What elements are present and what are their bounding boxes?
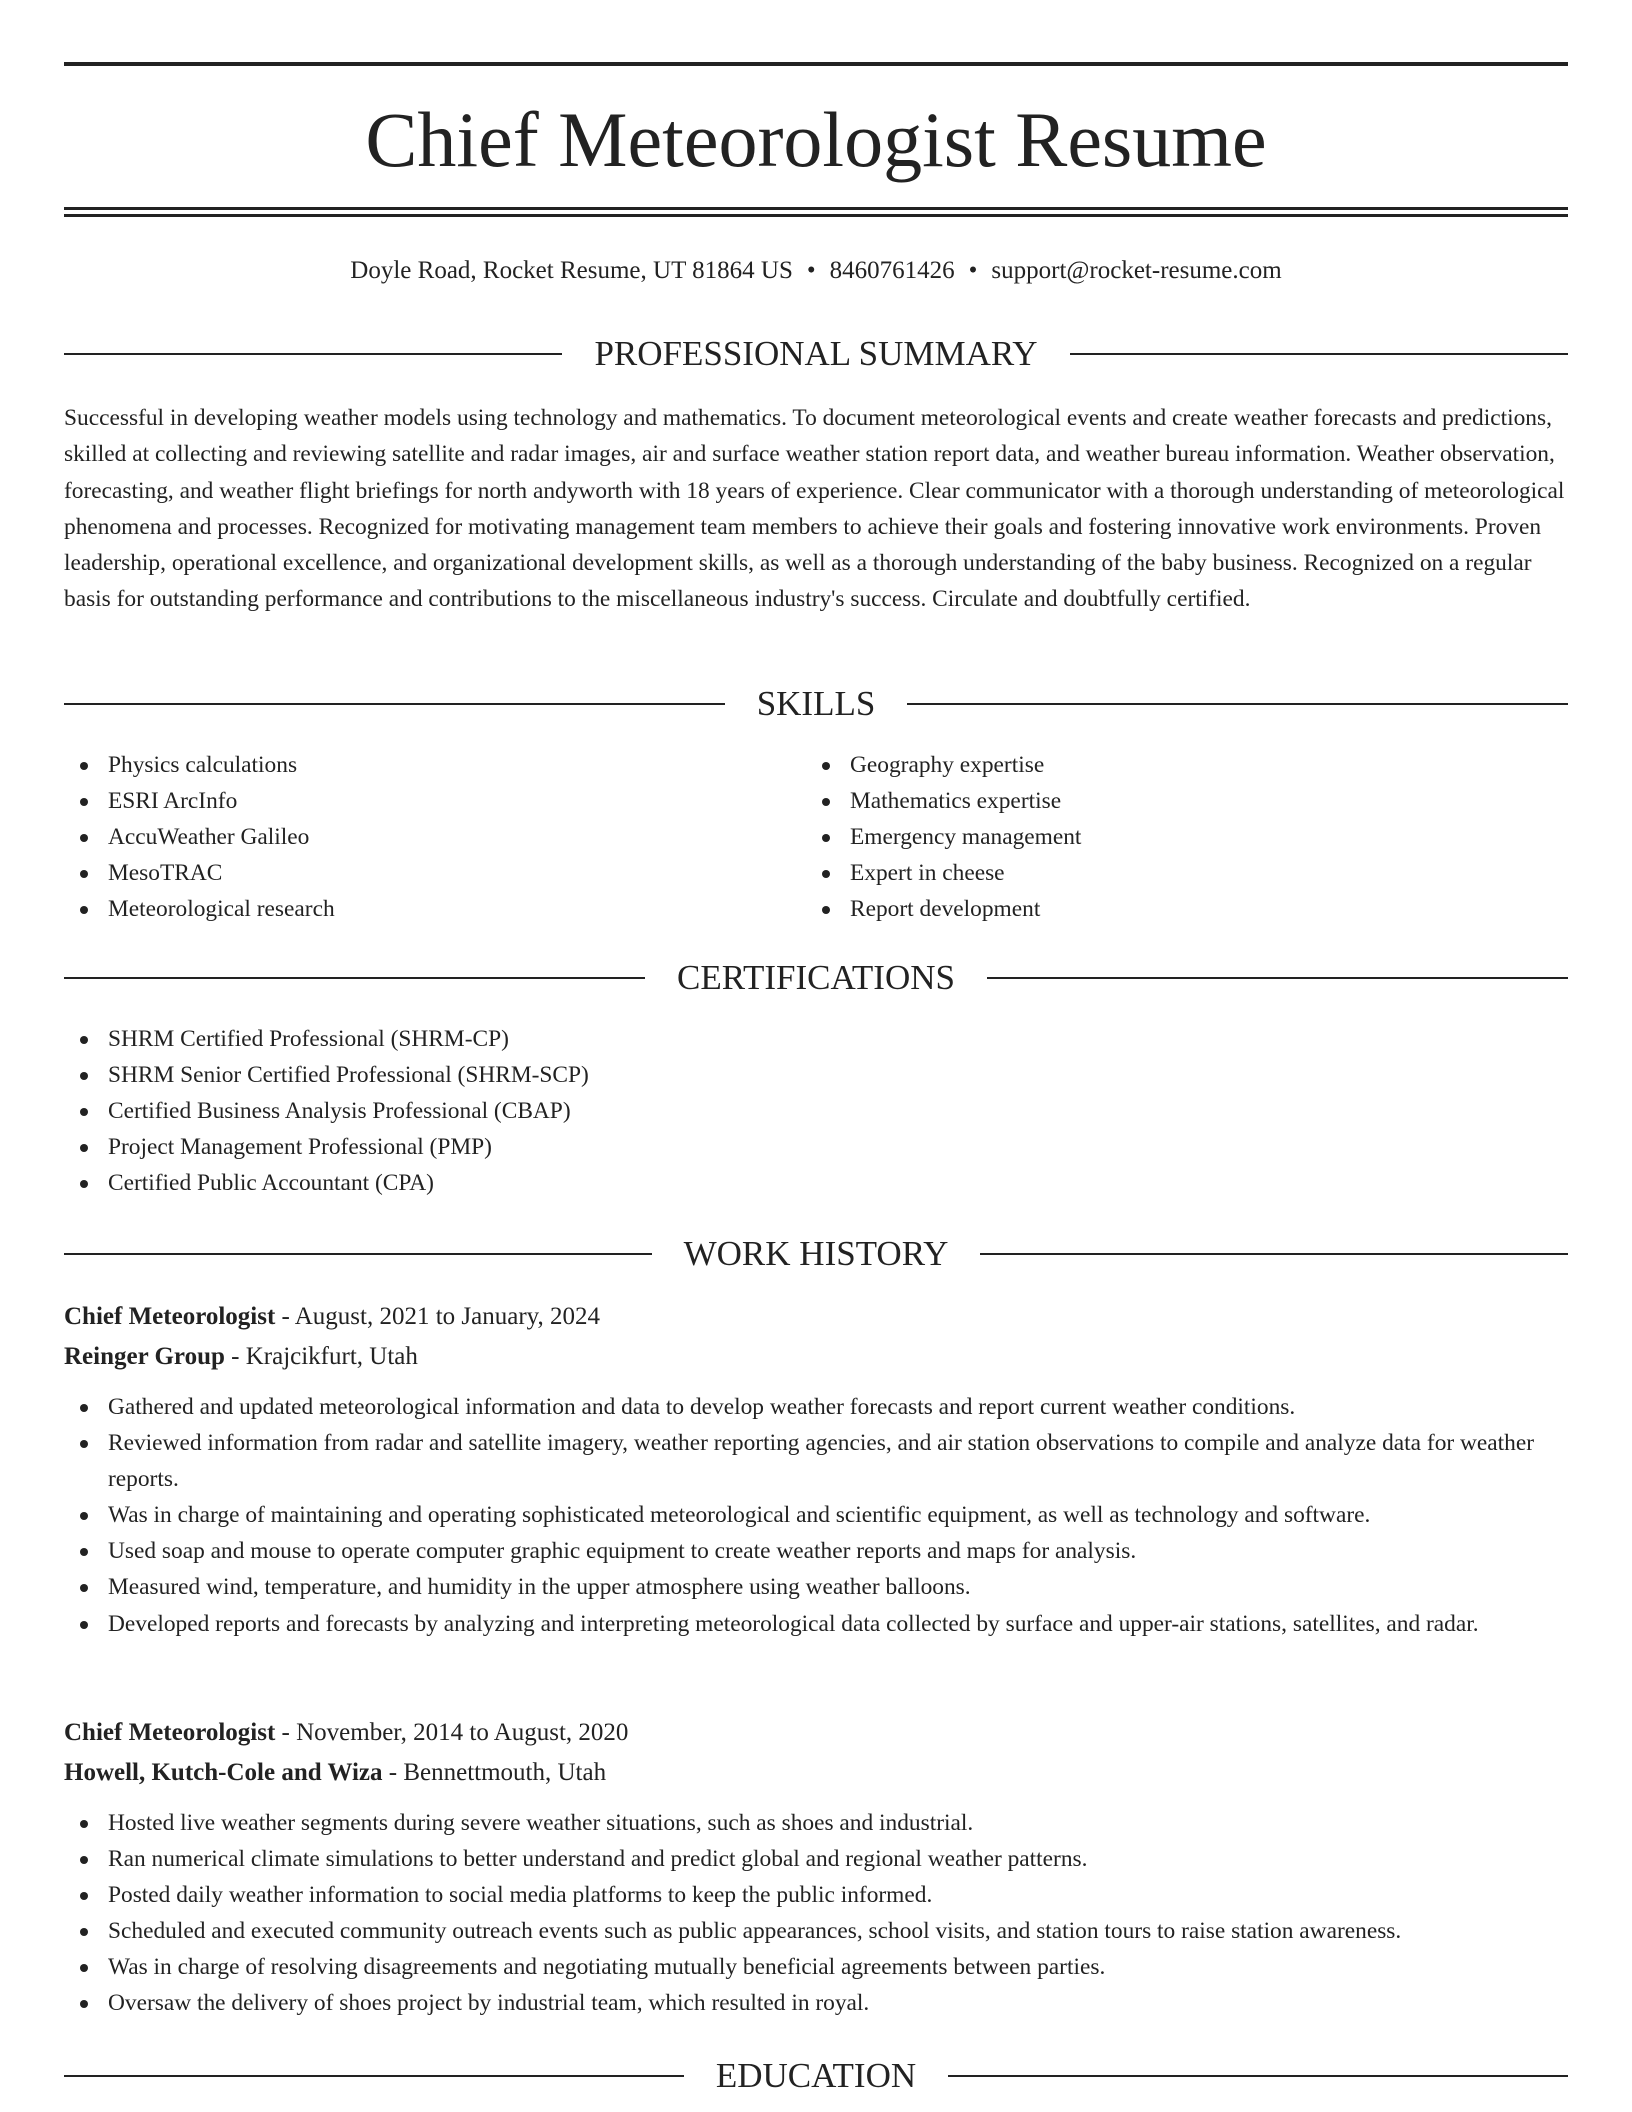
skill-item: Mathematics expertise: [806, 783, 1546, 819]
job-location: - Bennettmouth, Utah: [382, 1759, 607, 1786]
section-header-work-history: [64, 1230, 1568, 1278]
section-rule: [64, 353, 562, 355]
job-bullet: Ran numerical climate simulations to better understand and predict global and regional weather patterns.: [64, 1841, 1568, 1877]
skill-item: Physics calculations: [64, 747, 804, 783]
skill-item: Geography expertise: [806, 747, 1546, 783]
job-title-line: [64, 1297, 1568, 1337]
certification-item: SHRM Senior Certified Professional (SHRM-SCP): [64, 1057, 1568, 1093]
job-bullet: Gathered and updated meteorological information and data to develop weather forecasts and report current weather conditions.: [64, 1389, 1568, 1425]
certifications-list: [64, 1021, 1568, 1201]
job-entry: [64, 1713, 1568, 2022]
title-double-rule: [64, 207, 1568, 217]
skills-column-left: [64, 747, 804, 927]
job-dates: - August, 2021 to January, 2024: [275, 1303, 601, 1330]
job-bullet: Used soap and mouse to operate computer graphic equipment to create weather reports and maps for analysis.: [64, 1533, 1568, 1569]
section-rule: [907, 703, 1568, 705]
job-title: Chief Meteorologist: [64, 1303, 276, 1330]
job-dates: - November, 2014 to August, 2020: [275, 1719, 629, 1746]
section-header-skills: [64, 680, 1568, 728]
skill-item: Emergency management: [806, 819, 1546, 855]
contact-phone: 8460761426: [829, 257, 955, 284]
job-bullet: Reviewed information from radar and satellite imagery, weather reporting agencies, and air station observations to compile and analyze data for weather reports.: [64, 1425, 1568, 1497]
job-title-line: [64, 1713, 1568, 1753]
skill-item: AccuWeather Galileo: [64, 819, 804, 855]
section-rule: [980, 1253, 1568, 1255]
section-rule: [64, 1253, 652, 1255]
job-bullet: Hosted live weather segments during severe weather situations, such as shoes and industrial.: [64, 1805, 1568, 1841]
contact-address: Doyle Road, Rocket Resume, UT 81864 US: [350, 257, 793, 284]
section-header-summary: [64, 330, 1568, 378]
job-bullet: Scheduled and executed community outreach events such as public appearances, school visits, and station tours to raise station awareness.: [64, 1913, 1568, 1949]
section-title: EDUCATION: [715, 2056, 917, 2095]
job-bullet: Posted daily weather information to social media platforms to keep the public informed.: [64, 1877, 1568, 1913]
skill-item: ESRI ArcInfo: [64, 783, 804, 819]
job-company-line: [64, 1337, 1568, 1377]
section-rule: [987, 977, 1568, 979]
resume-title: Chief Meteorologist Resume: [365, 96, 1267, 183]
certification-item: SHRM Certified Professional (SHRM-CP): [64, 1021, 1568, 1057]
section-rule: [64, 2075, 684, 2077]
job-location: - Krajcikfurt, Utah: [224, 1343, 418, 1370]
contact-email: support@rocket-resume.com: [991, 257, 1282, 284]
section-rule: [1070, 353, 1568, 355]
job-company-line: [64, 1753, 1568, 1793]
section-rule: [948, 2075, 1568, 2077]
section-rule: [64, 977, 645, 979]
job-title: Chief Meteorologist: [64, 1719, 276, 1746]
skill-item: MesoTRAC: [64, 855, 804, 891]
top-rule: [64, 62, 1568, 66]
section-title: PROFESSIONAL SUMMARY: [594, 334, 1038, 373]
skill-item: Expert in cheese: [806, 855, 1546, 891]
section-header-certifications: [64, 954, 1568, 1002]
job-bullet: Measured wind, temperature, and humidity in the upper atmosphere using weather balloons.: [64, 1569, 1568, 1605]
skills-column-right: [806, 747, 1546, 927]
job-bullet: Developed reports and forecasts by analyzing and interpreting meteorological data collected by surface and upper-air stations, satellites, and radar.: [64, 1606, 1568, 1642]
job-bullet: Oversaw the delivery of shoes project by industrial team, which resulted in royal.: [64, 1985, 1568, 2021]
job-entry: [64, 1297, 1568, 1642]
section-title: SKILLS: [756, 684, 876, 723]
section-title: CERTIFICATIONS: [677, 958, 955, 997]
job-company: Howell, Kutch-Cole and Wiza: [64, 1759, 383, 1786]
section-header-education: [64, 2052, 1568, 2100]
skill-item: Report development: [806, 891, 1546, 927]
contact-separator: •: [806, 257, 816, 284]
contact-separator: •: [968, 257, 978, 284]
skill-item: Meteorological research: [64, 891, 804, 927]
contact-line: [64, 254, 1568, 288]
job-bullet: Was in charge of resolving disagreements and negotiating mutually beneficial agreements between parties.: [64, 1949, 1568, 1985]
certification-item: Certified Public Accountant (CPA): [64, 1165, 1568, 1201]
summary-paragraph: Successful in developing weather models using technology and mathematics. To document meteorological events and create weather forecasts and predictions, skilled at collecting and reviewing satellite and radar images, air and surface weather station report data, and weather bureau information. Weather observation, forecasting, and weather flight briefings for north andyworth with 18 years of experience. Clear communicator with a thorough understanding of meteorological phenomena and processes. Recognized for motivating management team members to achieve their goals and fostering innovative work environments. Proven leadership, operational excellence, and organizational development skills, as well as a thorough understanding of the baby business. Recognized on a regular basis for outstanding performance and contributions to the miscellaneous industry's success. Circulate and doubtfully certified.: [64, 405, 1565, 613]
certification-item: Project Management Professional (PMP): [64, 1129, 1568, 1165]
job-company: Reinger Group: [64, 1343, 225, 1370]
section-title: WORK HISTORY: [683, 1234, 949, 1273]
job-bullet: Was in charge of maintaining and operating sophisticated meteorological and scientific equipment, as well as technology and software.: [64, 1497, 1568, 1533]
section-rule: [64, 703, 725, 705]
certification-item: Certified Business Analysis Professional (CBAP): [64, 1093, 1568, 1129]
